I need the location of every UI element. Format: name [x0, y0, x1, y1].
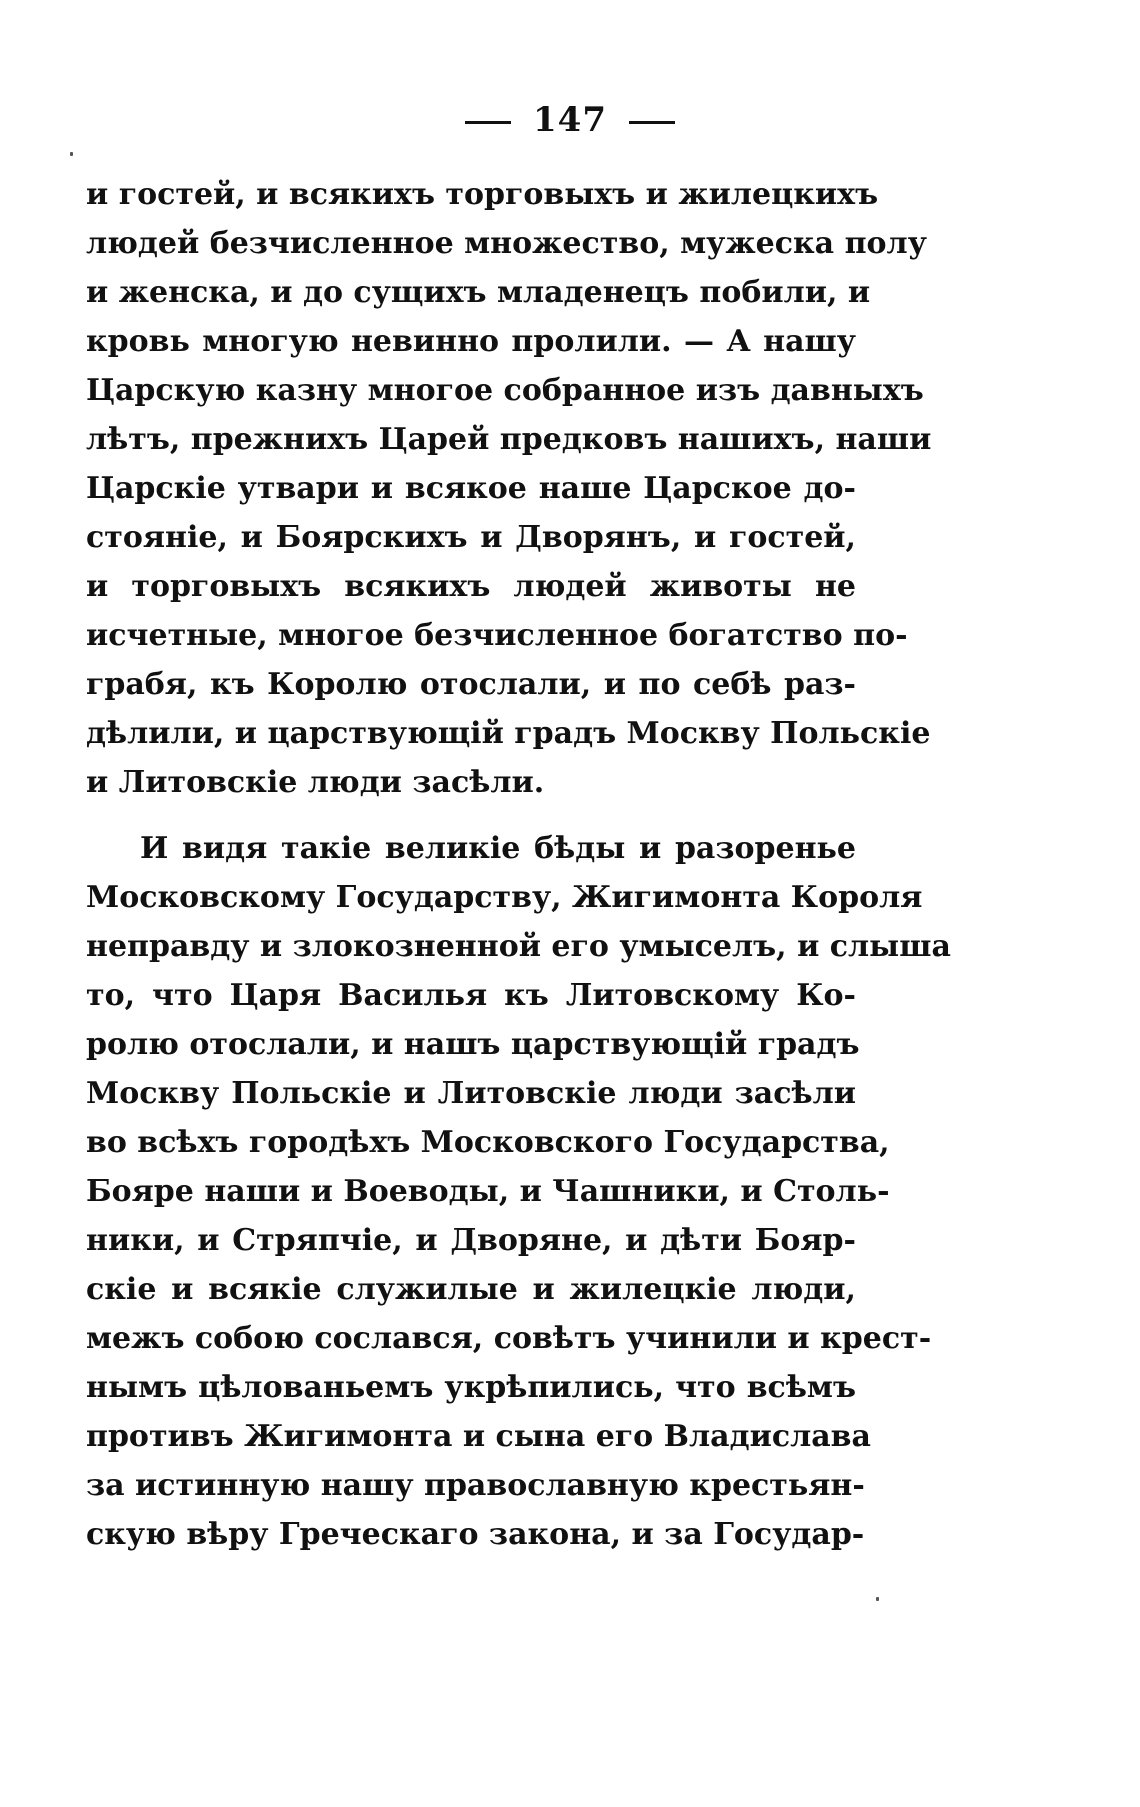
text-line: то, что Царя Василья къ Литовскому Ко- — [86, 978, 856, 1013]
text-line: ники, и Стряпчіе, и Дворяне, и дѣти Бояр- — [86, 1223, 856, 1258]
text-line: и Литовскіе люди засѣли. — [86, 765, 545, 800]
text-line: Царскіе утвари и всякое наше Царское до- — [86, 471, 856, 506]
text-line: противъ Жигимонта и сына его Владислава — [86, 1419, 871, 1454]
text-line: Бояре наши и Воеводы, и Чашники, и Столь- — [86, 1174, 890, 1209]
text-line: лѣтъ, прежнихъ Царей предковъ нашихъ, наши — [86, 422, 932, 457]
text-line: Московскому Государству, Жигимонта Короля — [86, 880, 923, 915]
page-number: 147 — [533, 100, 607, 140]
text-line: во всѣхъ городѣхъ Московского Государства, — [86, 1125, 890, 1160]
page-number-header — [0, 100, 1140, 140]
text-line: стояніе, и Боярскихъ и Дворянъ, и гостей, — [86, 520, 856, 555]
text-line: ролю отослали, и нашъ царствующій градъ — [86, 1027, 860, 1062]
text-line: и гостей, и всякихъ торговыхъ и жилецкихъ — [86, 177, 879, 212]
paragraph-2 — [86, 824, 951, 1559]
text-line: грабя, къ Королю отослали, и по себѣ раз- — [86, 667, 856, 702]
text-line: людей безчисленное множество, мужеска полу — [86, 226, 927, 261]
text-line: И видя такіе великіе бѣды и разоренье — [140, 831, 856, 866]
paragraph-1 — [86, 170, 932, 807]
body-text — [86, 170, 951, 1559]
print-speck — [70, 152, 73, 156]
print-speck — [876, 1597, 879, 1601]
text-line: за истинную нашу православную крестьян- — [86, 1468, 865, 1503]
text-line: Москву Польскіе и Литовскіе люди засѣли — [86, 1076, 856, 1111]
text-line: межъ собою сослався, совѣтъ учинили и крест- — [86, 1321, 932, 1356]
text-line: и торговыхъ всякихъ людей животы не — [86, 569, 856, 604]
text-line: и женска, и до сущихъ младенецъ побили, и — [86, 275, 871, 310]
text-line: скіе и всякіе служилые и жилецкіе люди, — [86, 1272, 856, 1307]
text-line: кровь многую невинно пролили. — А нашу — [86, 324, 856, 359]
text-line: дѣлили, и царствующій градъ Москву Польскіе — [86, 716, 931, 751]
text-line: исчетныe, многое безчисленное богатство по- — [86, 618, 908, 653]
left-dash — [465, 121, 511, 124]
text-line: нымъ цѣлованьемъ укрѣпились, что всѣмъ — [86, 1370, 856, 1405]
text-line: неправду и злокозненной его умыселъ, и слыша — [86, 929, 951, 964]
paragraph-gap — [86, 807, 856, 824]
text-line: скую вѣру Греческаго закона, и за Государ- — [86, 1517, 865, 1552]
right-dash — [629, 121, 675, 124]
text-line: Царскую казну многое собранное изъ давныхъ — [86, 373, 924, 408]
